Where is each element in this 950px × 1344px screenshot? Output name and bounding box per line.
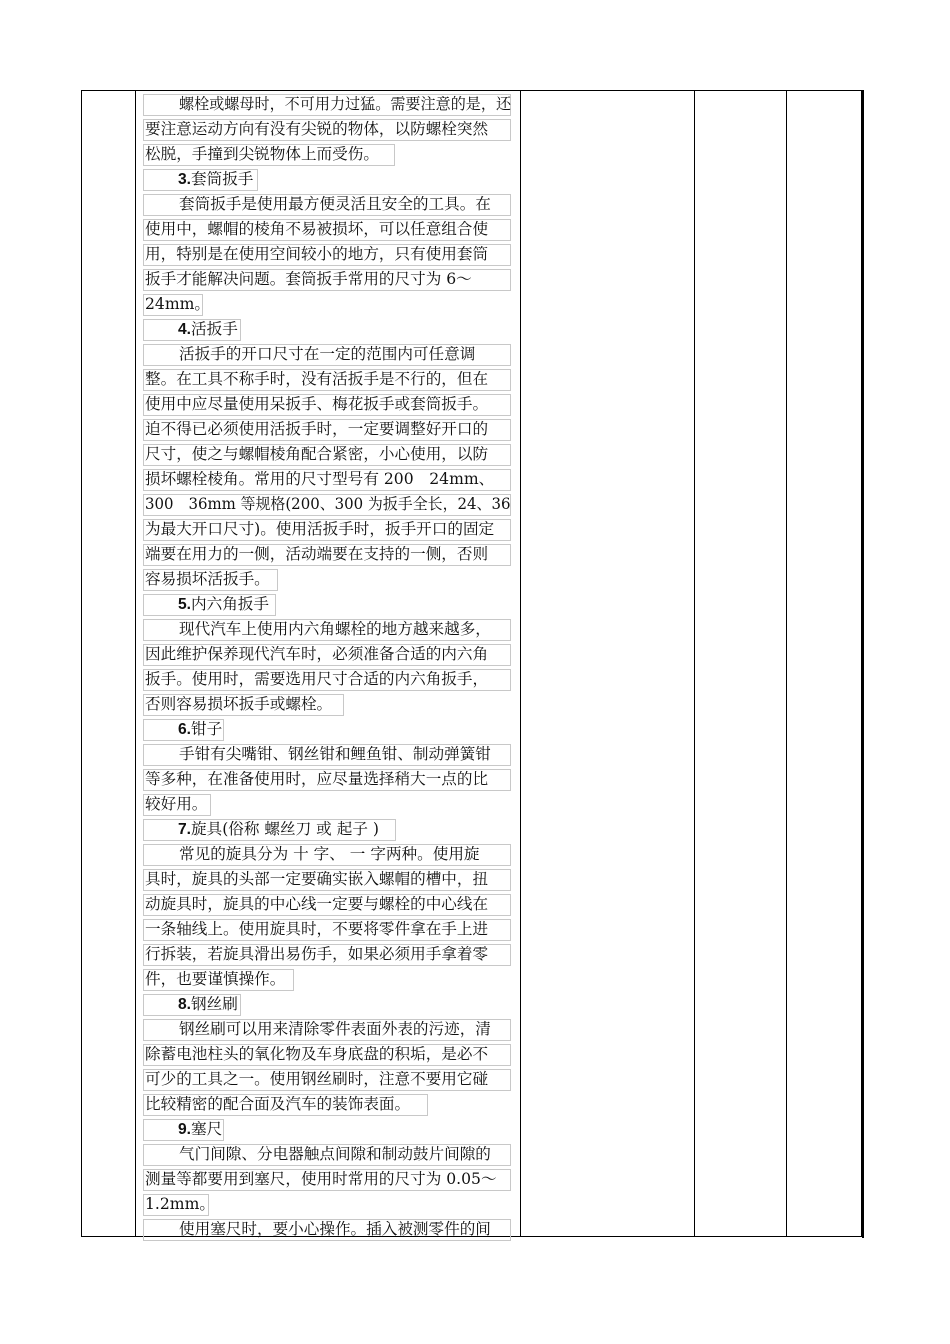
paragraph-text: 件，也要谨慎操作。 (145, 970, 286, 988)
column-divider (135, 91, 136, 1236)
paragraph-text: 24mm。 (145, 295, 211, 313)
section-heading (143, 817, 513, 842)
section-heading (143, 317, 513, 342)
section-number: 5. (178, 596, 192, 613)
paragraph-line (143, 642, 513, 667)
paragraph-line (143, 617, 513, 642)
paragraph-line (143, 1142, 513, 1167)
section-number: 8. (178, 996, 192, 1013)
paragraph-text: 容易损坏活扳手。 (145, 570, 270, 588)
paragraph-line (143, 567, 513, 592)
paragraph-line (143, 367, 513, 392)
paragraph-line (143, 117, 513, 142)
paragraph-text: 使用中，螺帽的棱角不易被损坏，可以任意组合使 (145, 220, 489, 238)
paragraph-line (143, 442, 513, 467)
paragraph-line (143, 1192, 513, 1217)
paragraph-text: 一条轴线上。使用旋具时，不要将零件拿在手上进 (145, 920, 489, 938)
paragraph-text: 尺寸，使之与螺帽棱角配合紧密，小心使用，以防 (145, 445, 489, 463)
paragraph-text: 要注意运动方向有没有尖锐的物体，以防螺栓突然 (145, 120, 489, 138)
paragraph-line (143, 392, 513, 417)
paragraph-line (143, 842, 513, 867)
section-title: 钳子 (191, 720, 223, 738)
section-title: 旋具(俗称 螺丝刀 或 起子 ) (191, 820, 379, 838)
paragraph-line (143, 1042, 513, 1067)
paragraph-text: 钢丝刷可以用来清除零件表面外表的污迹，清 (179, 1020, 491, 1038)
paragraph-line (143, 242, 513, 267)
paragraph-line (143, 142, 513, 167)
paragraph-line (143, 742, 513, 767)
paragraph-line (143, 417, 513, 442)
paragraph-text: 使用中应尽量使用呆扳手、梅花扳手或套筒扳手。 (145, 395, 489, 413)
section-heading (143, 592, 513, 617)
column-divider (520, 91, 521, 1236)
paragraph-line (143, 342, 513, 367)
paragraph-text: 可少的工具之一。使用钢丝刷时，注意不要用它碰 (145, 1070, 489, 1088)
paragraph-text: 行拆装，若旋具滑出易伤手，如果必须用手拿着零 (145, 945, 489, 963)
paragraph-text: 1.2mm。 (145, 1195, 215, 1213)
paragraph-line (143, 692, 513, 717)
section-title: 套筒扳手 (191, 170, 254, 188)
paragraph-line (143, 1217, 513, 1242)
paragraph-text: 气门间隙、分电器触点间隙和制动鼓片间隙的 (179, 1145, 491, 1163)
paragraph-line (143, 92, 513, 117)
section-title: 钢丝刷 (191, 995, 238, 1013)
column-divider (786, 91, 787, 1236)
paragraph-text: 300 36mm 等规格(200、300 为扳手全长，24、36 (145, 495, 511, 513)
paragraph-text: 常见的旋具分为 十 字、 一 字两种。使用旋 (179, 845, 480, 863)
section-number: 4. (178, 321, 192, 338)
paragraph-text: 等多种，在准备使用时，应尽量选择稍大一点的比 (145, 770, 489, 788)
paragraph-text: 迫不得已必须使用活扳手时，一定要调整好开口的 (145, 420, 489, 438)
paragraph-line (143, 292, 513, 317)
paragraph-line (143, 542, 513, 567)
paragraph-line (143, 192, 513, 217)
paragraph-line (143, 492, 513, 517)
section-title: 活扳手 (191, 320, 238, 338)
section-heading (143, 992, 513, 1017)
paragraph-text: 用，特别是在使用空间较小的地方，只有使用套筒 (145, 245, 489, 263)
paragraph-line (143, 767, 513, 792)
paragraph-text: 螺栓或螺母时，不可用力过猛。需要注意的是，还 (179, 95, 512, 113)
paragraph-line (143, 967, 513, 992)
paragraph-line (143, 917, 513, 942)
section-title: 内六角扳手 (191, 595, 269, 613)
paragraph-text: 较好用。 (145, 795, 208, 813)
paragraph-text: 否则容易损坏扳手或螺栓。 (145, 695, 333, 713)
paragraph-text: 具时，旋具的头部一定要确实嵌入螺帽的槽中，扭 (145, 870, 489, 888)
paragraph-text: 比较精密的配合面及汽车的装饰表面。 (145, 1095, 411, 1113)
paragraph-line (143, 1167, 513, 1192)
paragraph-line (143, 1067, 513, 1092)
table-right-border (862, 90, 864, 1238)
paragraph-line (143, 942, 513, 967)
paragraph-line (143, 792, 513, 817)
paragraph-line (143, 517, 513, 542)
paragraph-line (143, 867, 513, 892)
paragraph-text: 整。在工具不称手时，没有活扳手是不行的，但在 (145, 370, 489, 388)
paragraph-text: 为最大开口尺寸)。使用活扳手时，扳手开口的固定 (145, 520, 495, 538)
paragraph-text: 除蓄电池柱头的氧化物及车身底盘的积垢，是必不 (145, 1045, 489, 1063)
paragraph-text: 测量等都要用到塞尺，使用时常用的尺寸为 0.05～ (145, 1170, 497, 1188)
paragraph-text: 使用塞尺时，要小心操作。插入被测零件的间 (179, 1220, 491, 1238)
paragraph-line (143, 467, 513, 492)
paragraph-text: 套筒扳手是使用最方便灵活且安全的工具。在 (179, 195, 491, 213)
section-heading (143, 167, 513, 192)
paragraph-text: 扳手才能解决问题。套筒扳手常用的尺寸为 6～ (145, 270, 472, 288)
section-number: 6. (178, 721, 192, 738)
column-divider (694, 91, 695, 1236)
paragraph-line (143, 267, 513, 292)
section-title: 塞尺 (191, 1120, 223, 1138)
paragraph-text: 端要在用力的一侧，活动端要在支持的一侧，否则 (145, 545, 489, 563)
paragraph-text: 松脱，手撞到尖锐物体上而受伤。 (145, 145, 379, 163)
paragraph-text: 手钳有尖嘴钳、钢丝钳和鲤鱼钳、制动弹簧钳 (179, 745, 491, 763)
content-column (143, 92, 513, 1242)
paragraph-line (143, 217, 513, 242)
paragraph-line (143, 1017, 513, 1042)
paragraph-text: 因此维护保养现代汽车时，必须准备合适的内六角 (145, 645, 489, 663)
paragraph-line (143, 1092, 513, 1117)
section-heading (143, 1117, 513, 1142)
section-number: 9. (178, 1121, 192, 1138)
section-number: 7. (178, 821, 192, 838)
paragraph-text: 动旋具时，旋具的中心线一定要与螺栓的中心线在 (145, 895, 489, 913)
paragraph-text: 活扳手的开口尺寸在一定的范围内可任意调 (179, 345, 476, 363)
section-number: 3. (178, 171, 192, 188)
section-heading (143, 717, 513, 742)
paragraph-text: 扳手。使用时，需要选用尺寸合适的内六角扳手， (145, 670, 489, 688)
paragraph-line (143, 892, 513, 917)
paragraph-line (143, 667, 513, 692)
paragraph-text: 现代汽车上使用内六角螺栓的地方越来越多， (179, 620, 491, 638)
paragraph-text: 损坏螺栓棱角。常用的尺寸型号有 200 24mm、 (145, 470, 495, 488)
